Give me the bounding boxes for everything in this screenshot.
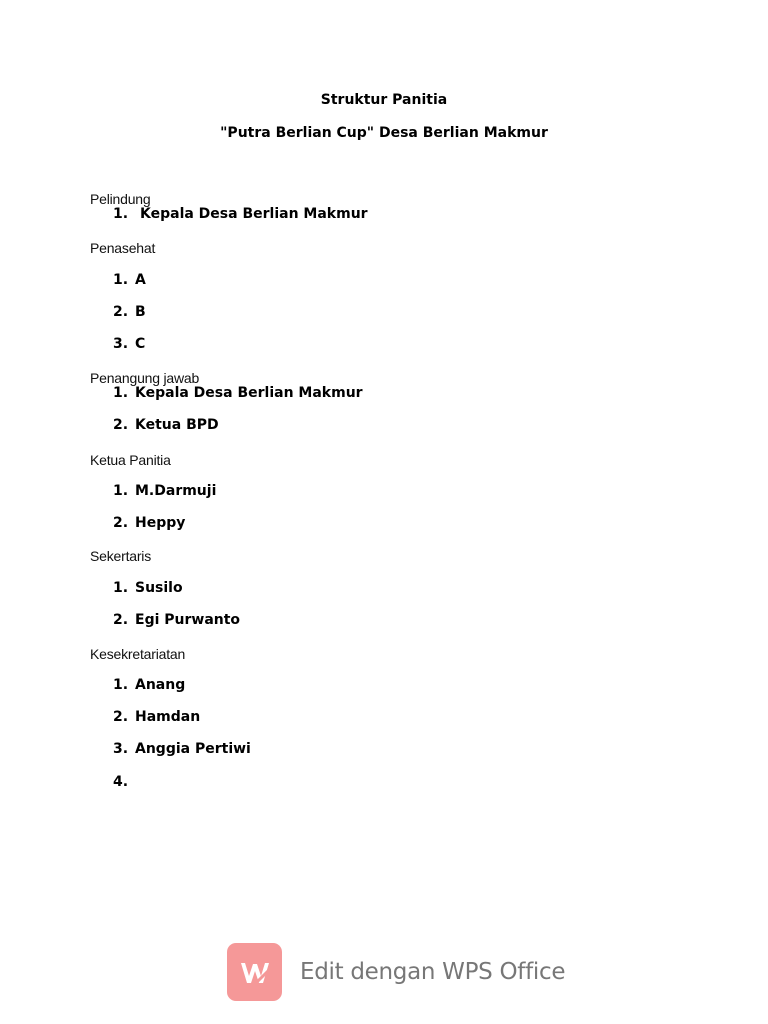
list-number: 1. (113, 483, 129, 499)
section-label-pelindung: Pelindung (90, 191, 151, 207)
list-item (113, 773, 135, 791)
list-text: Ketua BPD (135, 417, 219, 433)
list-number: 1. (113, 677, 129, 693)
document-subtitle: "Putra Berlian Cup" Desa Berlian Makmur (220, 125, 548, 141)
section-label-kesekretariatan: Kesekretariatan (90, 646, 186, 662)
list-item (113, 579, 183, 597)
list-text: Anggia Pertiwi (135, 741, 251, 757)
list-item (113, 740, 251, 758)
list-item (113, 676, 185, 694)
list-item (113, 205, 368, 223)
list-number: 2. (113, 304, 129, 320)
list-item (113, 303, 146, 321)
section-label-sekertaris: Sekertaris (90, 548, 152, 564)
list-text: Susilo (135, 580, 183, 596)
list-item (113, 271, 146, 289)
list-text: Hamdan (135, 709, 201, 725)
list-text: Heppy (135, 515, 186, 531)
list-item (113, 335, 145, 353)
list-text: A (135, 272, 146, 288)
list-item (113, 611, 240, 629)
list-number: 4. (113, 774, 129, 790)
edit-with-wps-label: Edit dengan WPS Office (300, 959, 566, 985)
section-label-ketua-panitia: Ketua Panitia (90, 452, 171, 468)
wps-office-logo-icon (227, 943, 282, 1001)
list-text: B (135, 304, 146, 320)
edit-with-wps-banner[interactable] (227, 943, 565, 1001)
list-item (113, 708, 200, 726)
list-number: 2. (113, 709, 129, 725)
list-text: M.Darmuji (135, 483, 217, 499)
section-label-penasehat: Penasehat (90, 240, 156, 256)
list-number: 3. (113, 741, 129, 757)
list-number: 2. (113, 417, 129, 433)
list-number: 1. (113, 385, 129, 401)
list-number: 1. (113, 580, 129, 596)
section-label-penangung-jawab: Penangung jawab (90, 370, 200, 386)
list-text: Kepala Desa Berlian Makmur (140, 206, 368, 222)
list-number: 3. (113, 336, 129, 352)
list-number: 2. (113, 612, 129, 628)
list-number: 2. (113, 515, 129, 531)
list-text: Egi Purwanto (135, 612, 241, 628)
list-text: Anang (135, 677, 186, 693)
list-text: Kepala Desa Berlian Makmur (135, 385, 363, 401)
list-item (113, 384, 363, 402)
list-text: C (135, 336, 146, 352)
list-number: 1. (113, 272, 129, 288)
list-item (113, 514, 185, 532)
list-number: 1. (113, 206, 129, 222)
list-item (113, 416, 219, 434)
list-item (113, 482, 216, 500)
document-title: Struktur Panitia (320, 92, 448, 108)
